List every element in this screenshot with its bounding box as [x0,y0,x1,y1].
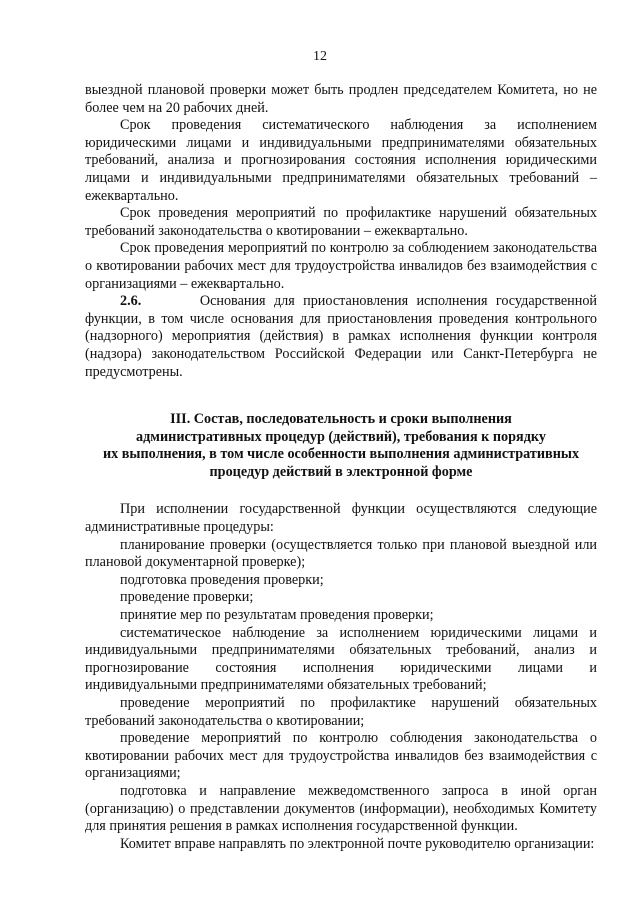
heading-line: процедур действий в электронной форме [209,463,473,480]
section-2-6 [85,293,597,381]
list-item: подготовка и направление межведомственного запроса в иной орган (организацию) о представлении документов (информации), необходимых Комитету для принятия решения в рамках исполнения государственной функции. [85,782,597,835]
paragraph: При исполнении государственной функции осуществляются следующие административные процедуры: [85,501,597,536]
paragraph: выездной плановой проверки может быть продлен председателем Комитета, но не более чем на 20 рабочих дней. [85,82,597,116]
list-item: проведение проверки; [120,589,254,606]
section-heading [85,411,597,481]
list-item: принятие мер по результатам проведения проверки; [120,607,434,624]
list-item: систематическое наблюдение за исполнением юридическими лицами и индивидуальными предпринимателями обязательных требований, анализ и прогнозирование состояния исполнения юридическими лицами и индивидуальными предпринимателями обязательных требований; [85,624,597,694]
section-number: 2.6. [120,293,142,310]
section-text: Основания для приостановления исполнения государственной функции, в том числе основания для приостановления проведения контрольного (надзорного) мероприятия (действия) в рамках исполнения функции контроля (надзора) законодательством Российской Федерации или Санкт-Петербурга не предусмотрены. [85,293,598,380]
document-body [85,82,597,853]
list-item: проведение мероприятий по профилактике нарушений обязательных требований законодательства о квотировании; [85,695,597,729]
list-item: подготовка проведения проверки; [120,571,324,588]
list-item: проведение мероприятий по контролю соблюдения законодательства о квотировании рабочих мест для трудоустройства инвалидов без взаимодействия с организациями; [85,730,597,782]
heading-line: III. Состав, последовательность и сроки выполнения [170,411,512,428]
paragraph: Комитет вправе направлять по электронной почте руководителю организации: [120,835,595,852]
heading-line: административных процедур (действий), требования к порядку [136,428,546,445]
page-number: 12 [313,49,327,64]
paragraph: Срок проведения систематического наблюдения за исполнением юридическими лицами и индивидуальными предпринимателями обязательных требований, анализа и прогнозирования состояния исполнения юридическими лицами и индивидуальными предпринимателями обязательных требований – ежеквартально. [85,117,597,204]
paragraph: Срок проведения мероприятий по профилактике нарушений обязательных требований законодательства о квотировании – ежеквартально. [85,205,597,239]
list-item: планирование проверки (осуществляется только при плановой выездной или плановой документарной проверке); [85,536,597,571]
paragraph: Срок проведения мероприятий по контролю за соблюдением законодательства о квотировании рабочих мест для трудоустройства инвалидов без взаимодействия с организациями – ежеквартально. [85,240,597,292]
heading-line: их выполнения, в том числе особенности выполнения административных [102,446,580,463]
